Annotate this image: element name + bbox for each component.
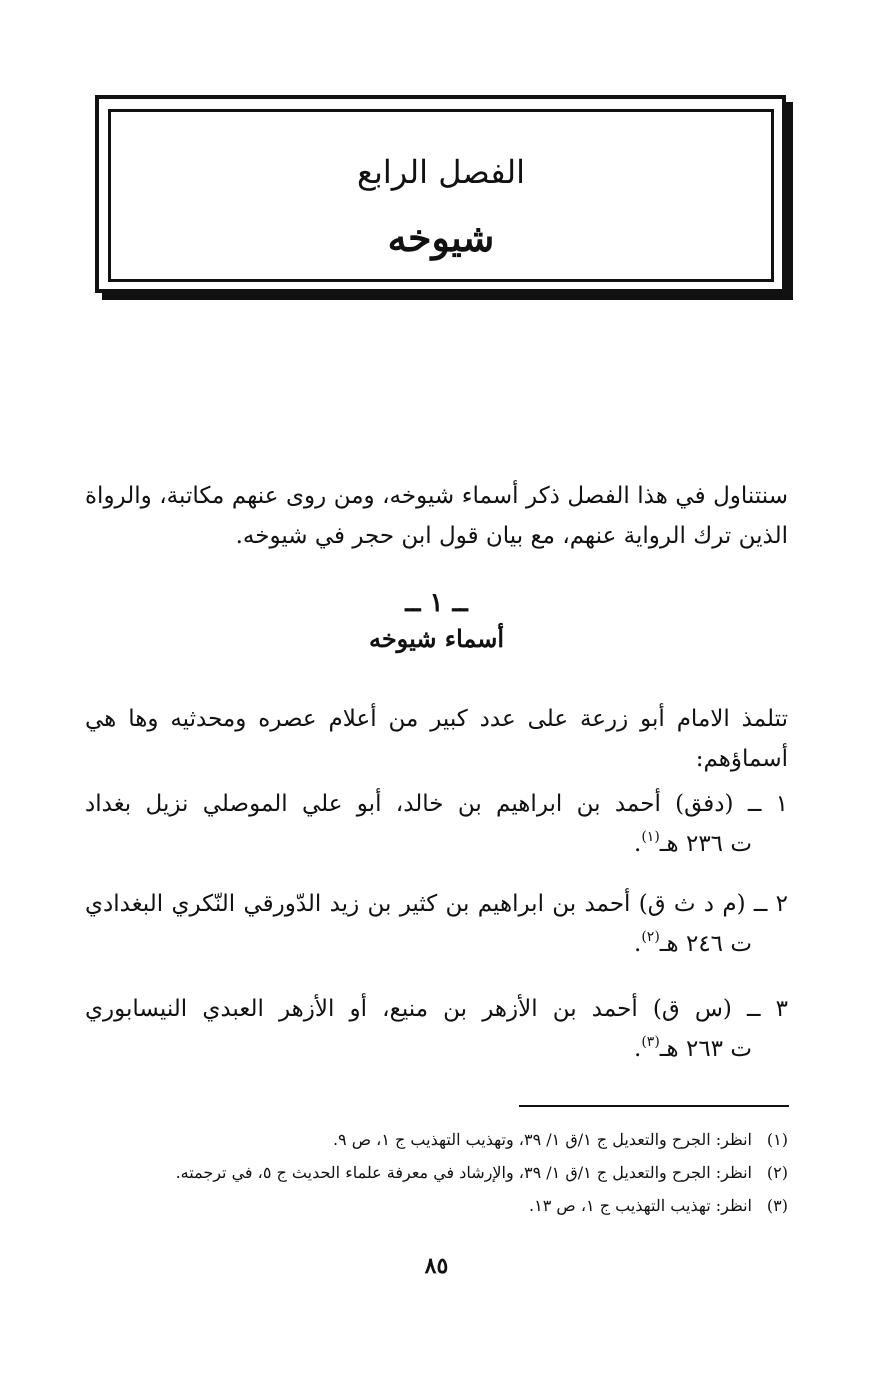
footnote-2	[85, 1156, 788, 1189]
footnote-text: انظر: الجرح والتعديل ج ١/ق ١/ ٣٩، والإرشاد في معرفة علماء الحديث ج ٥، في ترجمته.	[175, 1163, 752, 1182]
entry-death-date-line	[85, 824, 788, 864]
entry-text: ٢ ــ (م د ث ق) أحمد بن ابراهيم بن كثير بن زيد الدّورقي النّكري البغدادي	[85, 891, 788, 917]
shaykh-entry-2	[85, 884, 788, 964]
footnote-separator	[519, 1105, 789, 1107]
lead-paragraph: تتلمذ الامام أبو زرعة على عدد كبير من أعلام عصره ومحدثيه وها هي أسماؤهم:	[85, 706, 788, 772]
footnote-reference[interactable]: (٢)	[641, 929, 660, 945]
entry-death-date-line	[85, 1029, 788, 1069]
footnote-reference[interactable]: (١)	[641, 829, 660, 845]
shaykh-entry-3	[85, 989, 788, 1069]
entry-death-date: ت ٢٣٦ هـ	[659, 831, 752, 857]
footnote-text: انظر: تهذيب التهذيب ج ١، ص ١٣.	[529, 1196, 752, 1215]
chapter-title-inner-frame	[108, 109, 774, 282]
footnote-reference[interactable]: (٣)	[641, 1034, 660, 1050]
entry-death-date: ت ٢٤٦ هـ	[659, 931, 752, 957]
chapter-title-frame	[95, 95, 786, 293]
footnote-number: (١)	[766, 1130, 788, 1149]
footnotes	[85, 1123, 788, 1222]
entry-death-date-line	[85, 924, 788, 964]
footnote-text: انظر: الجرح والتعديل ج ١/ق ١/ ٣٩، وتهذيب التهذيب ج ١، ص ٩.	[332, 1130, 752, 1149]
entry-end-mark: .	[634, 1036, 642, 1062]
entry-text: ١ ــ (دفق) أحمد بن ابراهيم بن خالد، أبو علي الموصلي نزيل بغداد	[85, 791, 788, 817]
footnote-3	[85, 1189, 788, 1222]
intro-paragraph: سنتناول في هذا الفصل ذكر أسماء شيوخه، ومن روى عنهم مكاتبة، والرواة الذين ترك الرواية عنهم، مع بيان قول ابن حجر في شيوخه.	[85, 483, 788, 549]
entry-end-mark: .	[634, 831, 642, 857]
footnote-number: (٣)	[766, 1196, 788, 1215]
section-number: ــ ١ ــ	[405, 588, 468, 618]
entry-end-mark: .	[634, 931, 642, 957]
shaykh-entry-1	[85, 784, 788, 864]
footnote-1	[85, 1123, 788, 1156]
page-number: ٨٥	[424, 1253, 449, 1279]
chapter-label: الفصل الرابع	[356, 153, 526, 191]
section-title: أسماء شيوخه	[368, 624, 505, 653]
entry-text: ٣ ــ (س ق) أحمد بن الأزهر بن منيع، أو الأزهر العبدي النيسابوري	[85, 996, 788, 1022]
chapter-title: شيوخه	[387, 215, 495, 260]
footnote-number: (٢)	[766, 1163, 788, 1182]
entry-death-date: ت ٢٦٣ هـ	[659, 1036, 752, 1062]
